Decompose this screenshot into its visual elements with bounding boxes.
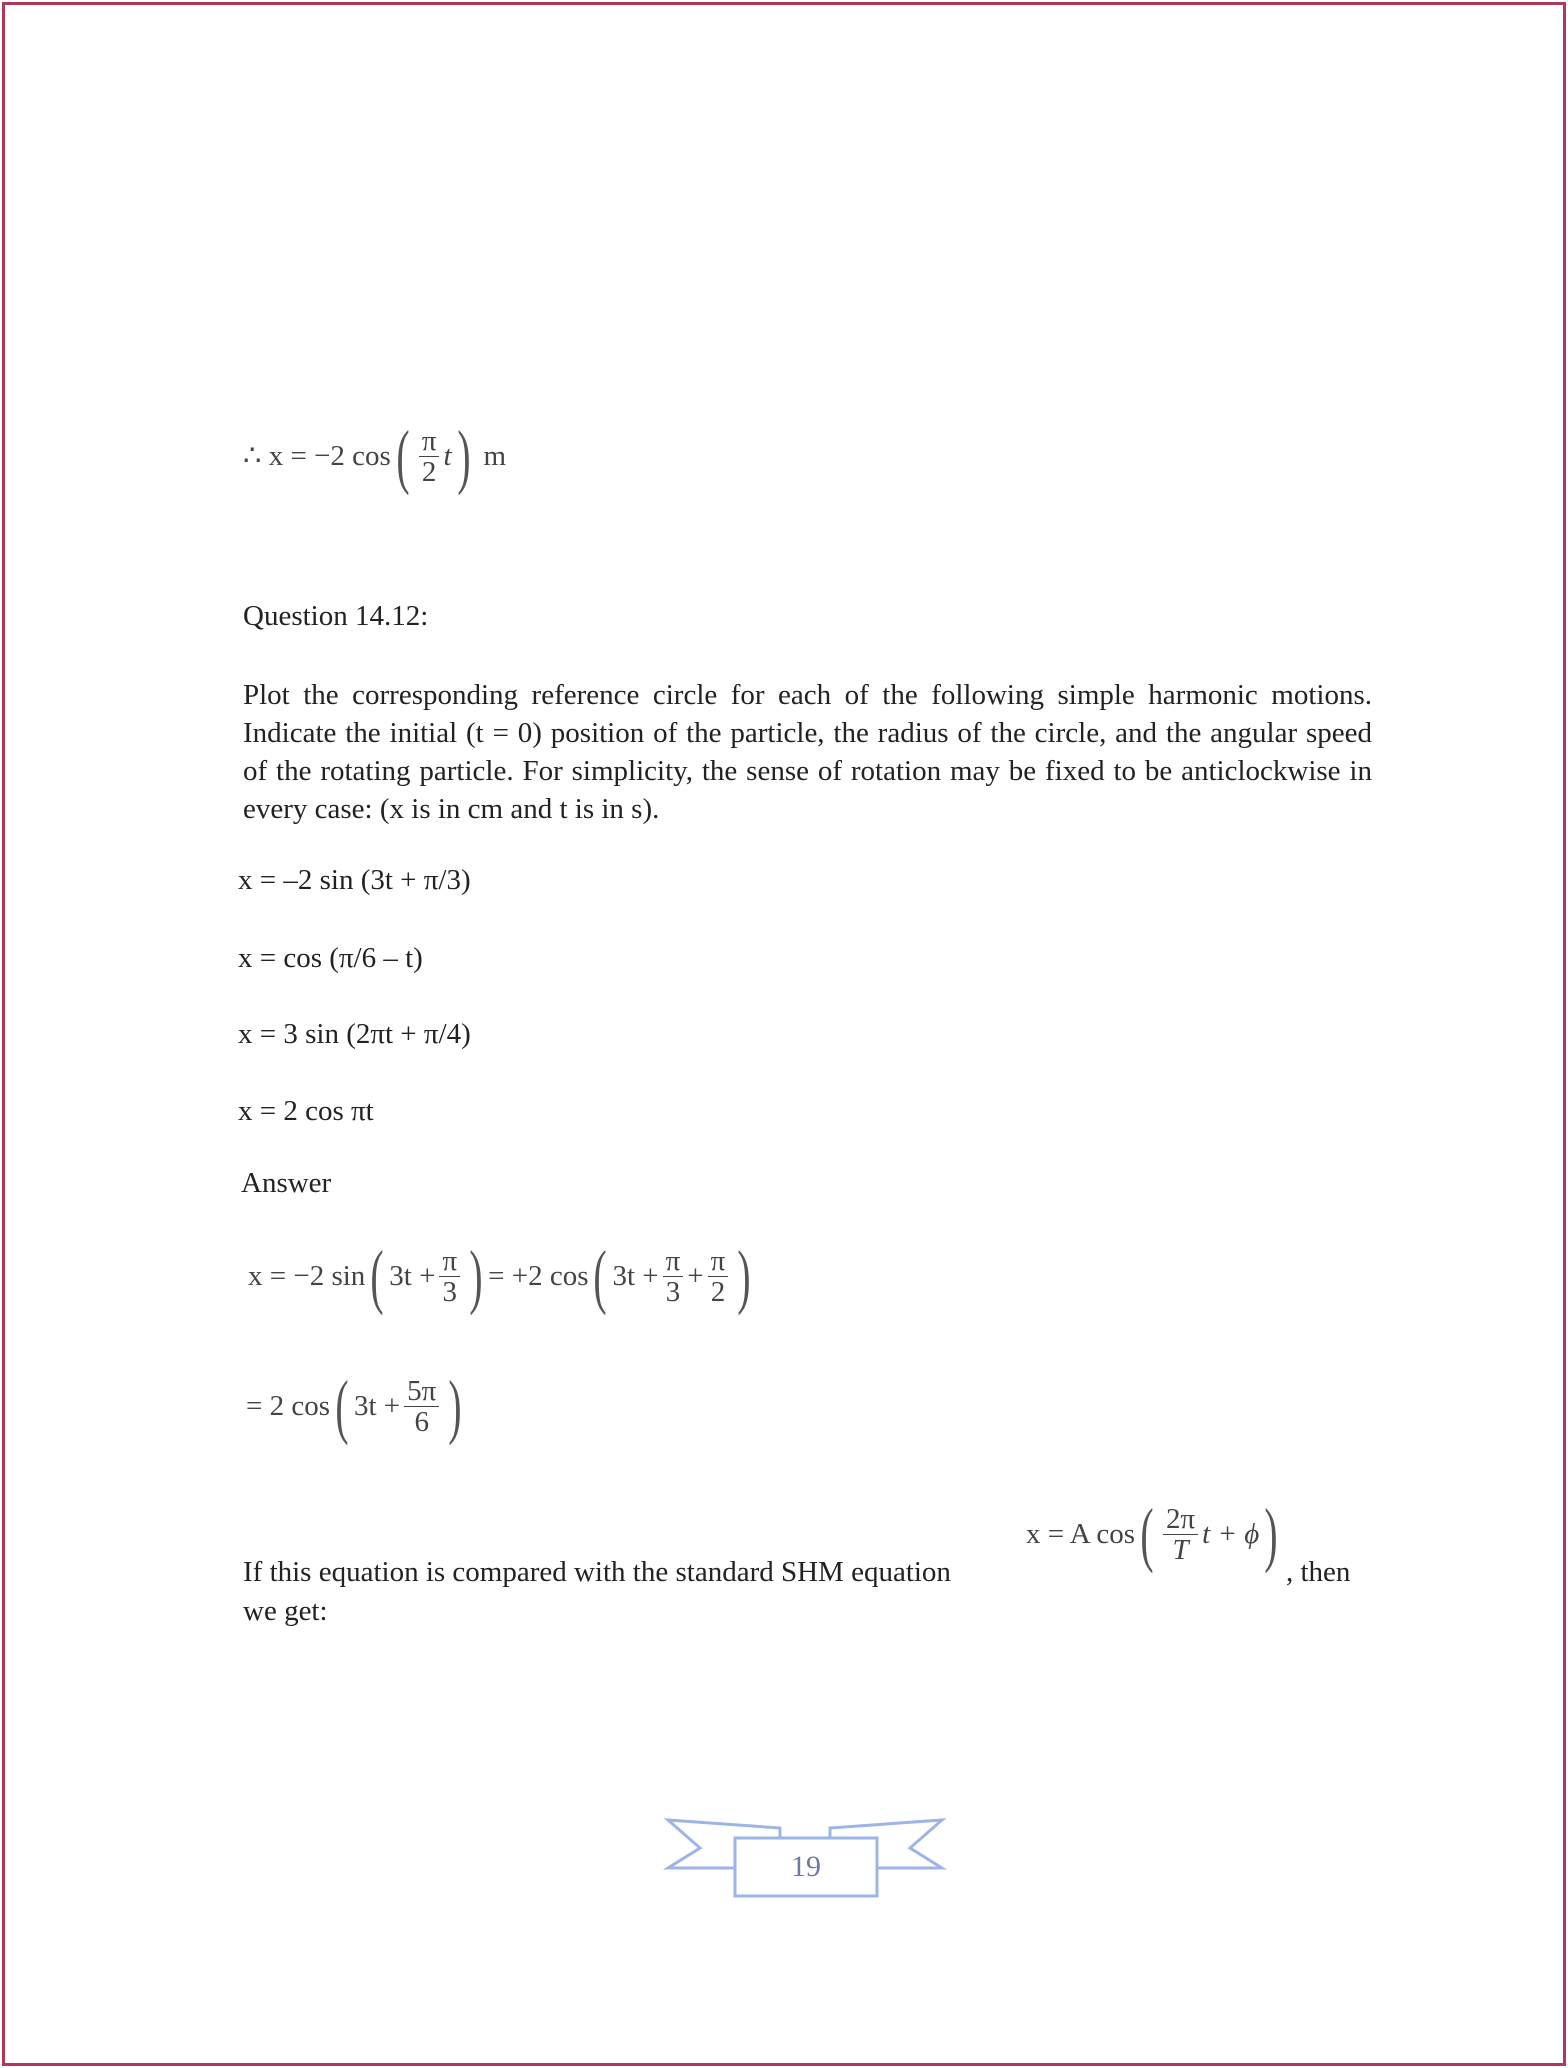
- question-text: Plot the corresponding reference circle for each of the following simple harmonic motions. Indicate the initial (t = 0) position of the particle, the radius of the circle, and the angular speed of the rotating particle. For simplicity, the sense of rotation may be fixed to be anticlockwise in every case: (x is in cm and t is in s).: [243, 679, 1372, 825]
- question-title: Question 14.12:: [243, 600, 429, 632]
- eq-den: T: [1172, 1533, 1189, 1566]
- eq-after: t: [443, 440, 452, 472]
- shm-standard-equation: x = A cos ( $\frac{2\pi}{T}$ t + ϕ ): [1026, 1494, 1278, 1574]
- eq-den: 6: [414, 1405, 429, 1438]
- equation-3: x = 3 sin (2πt + π/4): [238, 1018, 471, 1050]
- answer-equation-2: = 2 cos ( 3t + $\frac{5\pi}{6}$ ): [246, 1366, 462, 1446]
- eq-term: 3t +: [612, 1260, 659, 1292]
- page-number: 19: [791, 1850, 821, 1883]
- eq-num: π: [663, 1246, 684, 1277]
- compare-text-2: we get:: [243, 1595, 328, 1627]
- eq-term: 3t +: [354, 1390, 401, 1422]
- eq-num: π: [419, 426, 440, 457]
- eq-term: 3t +: [389, 1260, 436, 1292]
- compare-tail: , then: [1286, 1556, 1351, 1588]
- page-number-banner: [655, 1808, 955, 1913]
- equation-1: x = –2 sin (3t + π/3): [238, 864, 471, 896]
- eq-lhs: x = A cos: [1026, 1518, 1136, 1550]
- eq-den: 2: [710, 1275, 726, 1308]
- eq-den: 3: [665, 1275, 681, 1308]
- eq-after: t + ϕ: [1202, 1518, 1260, 1550]
- compare-text: If this equation is compared with the standard SHM equation: [243, 1556, 951, 1588]
- eq-mid: = +2 cos: [488, 1260, 589, 1292]
- eq-plus: +: [687, 1260, 704, 1292]
- equation-4: x = 2 cos πt: [238, 1095, 374, 1127]
- previous-answer-equation: ∴ x = −2 cos ( $\frac{\pi}{2}$ t ) m: [243, 416, 507, 496]
- eq-num: π: [708, 1246, 729, 1277]
- eq-num: π: [439, 1246, 460, 1277]
- eq-den: 2: [421, 455, 437, 488]
- answer-label: Answer: [241, 1167, 332, 1199]
- equation-2: x = cos (π/6 – t): [238, 942, 423, 974]
- eq-lhs: x = −2 sin: [248, 1260, 366, 1292]
- eq-lhs: = 2 cos: [246, 1390, 331, 1422]
- eq-den: 3: [442, 1275, 458, 1308]
- eq-prefix: ∴ x = −2 cos: [243, 440, 391, 472]
- eq-num: 2π: [1163, 1504, 1198, 1535]
- eq-unit: m: [483, 440, 507, 472]
- page-border: [2, 2, 1566, 2066]
- eq-num: 5π: [404, 1376, 439, 1407]
- answer-equation-1: x = −2 sin ( 3t + $\frac{\pi}{3}$ ) = +2 cos ( 3t + $\frac{\pi}{3}$ + $\frac{\pi}{2}$ ): [248, 1236, 751, 1316]
